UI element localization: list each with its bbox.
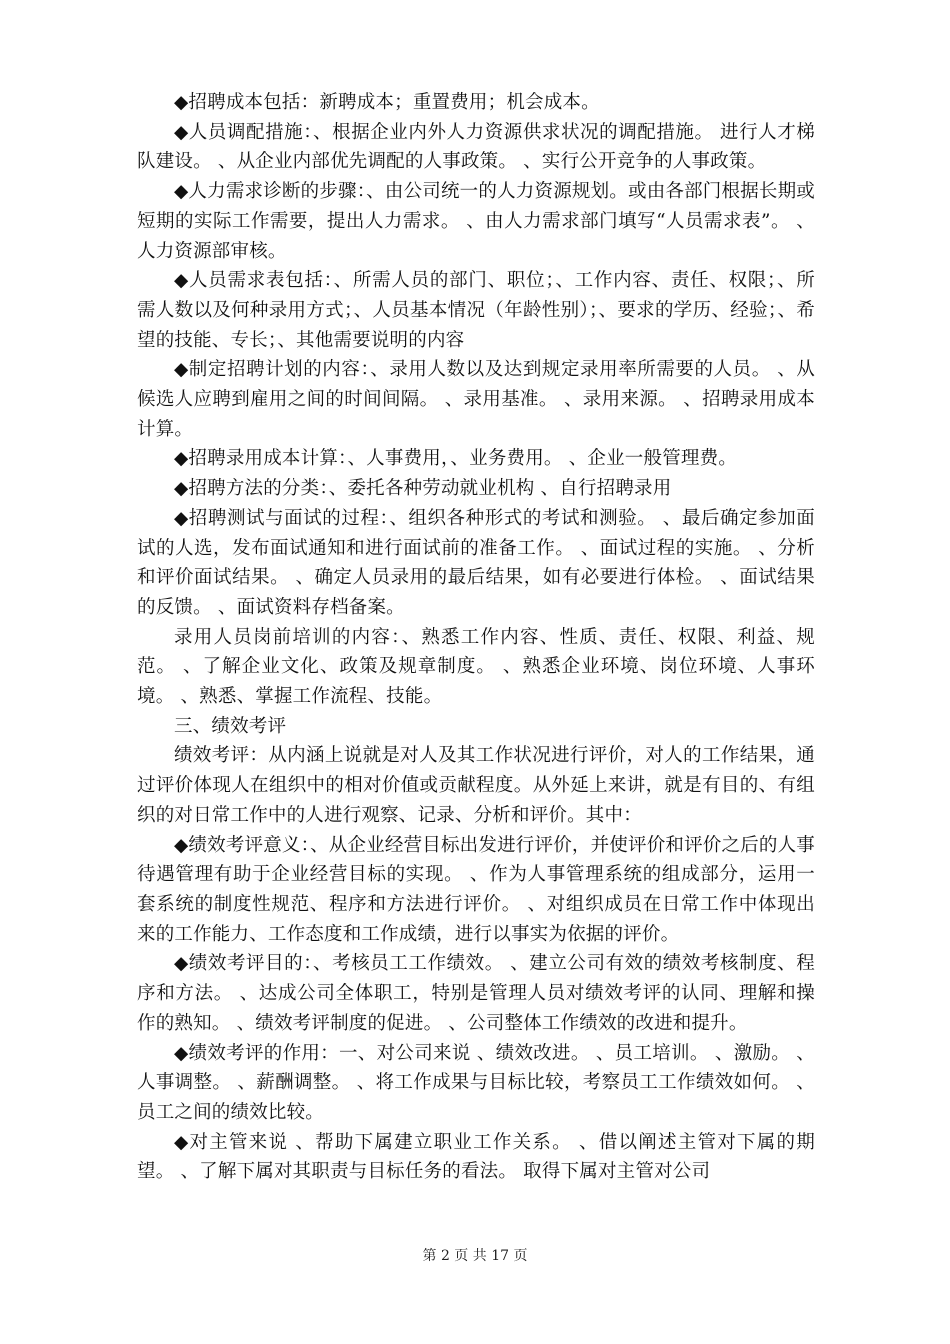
paragraph: ◆绩效考评目的：、考核员工工作绩效。 、建立公司有效的绩效考核制度、程序和方法。 、达成公司全体职工，特别是管理人员对绩效考评的认同、理解和操作的熟知。 、绩效考评制度的促进。 、公司整体工作绩效的改进和提升。 [137,953,815,1034]
paragraph: ◆绩效考评的作用：一、对公司来说 、绩效改进。 、员工培训。 、激励。 、人事调整。 、薪酬调整。 、将工作成果与目标比较，考察员工工作绩效如何。 、员工之间的绩效比较。 [137,1042,815,1123]
paragraph: 绩效考评：从内涵上说就是对人及其工作状况进行评价，对人的工作结果，通过评价体现人在组织中的相对价值或贡献程度。从外延上来讲，就是有目的、有组织的对日常工作中的人进行观察、记录、分析和评价。其中： [137,745,815,826]
paragraph: ◆制定招聘计划的内容：、录用人数以及达到规定录用率所需要的人员。 、从候选人应聘到雇用之间的时间间隔。 、录用基准。 、录用来源。 、招聘录用成本计算。 [137,359,815,440]
paragraph: ◆人员需求表包括：、所需人员的部门、职位；、工作内容、责任、权限；、所需人数以及何种录用方式；、人员基本情况（年龄性别）；、要求的学历、经验；、希望的技能、专长；、其他需要说明的内容 [137,270,815,351]
paragraph: ◆招聘方法的分类：、委托各种劳动就业机构 、自行招聘录用 [174,478,672,500]
paragraph: ◆人员调配措施：、根据企业内外人力资源供求状况的调配措施。 进行人才梯队建设。 、从企业内部优先调配的人事政策。 、实行公开竞争的人事政策。 [137,121,815,173]
paragraph: ◆对主管来说 、帮助下属建立职业工作关系。 、借以阐述主管对下属的期望。 、了解下属对其职责与目标任务的看法。 取得下属对主管对公司 [137,1131,815,1183]
paragraph: ◆招聘成本包括：新聘成本；重置费用；机会成本。 [174,92,600,113]
paragraph: ◆招聘测试与面试的过程：、组织各种形式的考试和测验。 、最后确定参加面试的人选，发布面试通知和进行面试前的准备工作。 、面试过程的实施。 、分析和评价面试结果。 、确定人员录用的最后结果，如有必要进行体检。 、面试结果的反馈。 、面试资料存档备案。 [137,507,815,618]
section-heading: 三、绩效考评 [174,715,287,737]
paragraph: ◆绩效考评意义：、从企业经营目标出发进行评价，并使评价和评价之后的人事待遇管理有助于企业经营目标的实现。 、作为人事管理系统的组成部分，运用一套系统的制度性规范、程序和方法进行评价。 、对组织成员在日常工作中体现出来的工作能力、工作态度和工作成绩，进行以事实为依据的评价。 [137,834,815,945]
paragraph: ◆招聘录用成本计算：、人事费用，、业务费用。 、企业一般管理费。 [174,448,738,470]
paragraph: ◆人力需求诊断的步骤：、由公司统一的人力资源规划。或由各部门根据长期或短期的实际工作需要，提出人力需求。 、由人力需求部门填写“人员需求表”。 、人力资源部审核。 [137,181,815,262]
page-footer: 第 2 页 共 17 页 [422,1248,528,1264]
document-body [137,88,815,1187]
paragraph: 录用人员岗前培训的内容：、熟悉工作内容、性质、责任、权限、利益、规范。 、了解企业文化、政策及规章制度。 、熟悉企业环境、岗位环境、人事环境。 、熟悉、掌握工作流程、技能。 [137,626,815,708]
